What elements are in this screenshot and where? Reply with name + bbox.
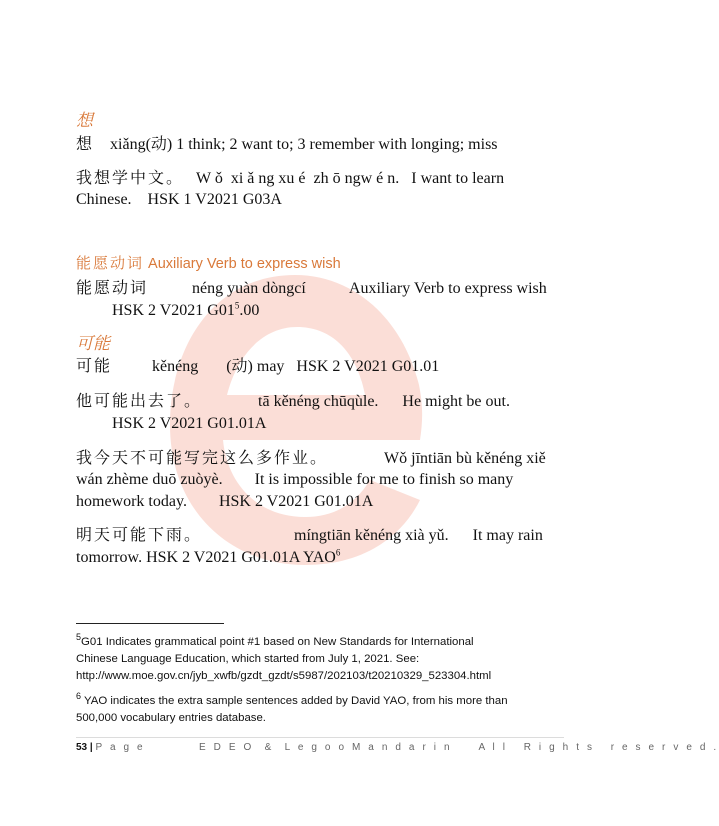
example-xiang bbox=[76, 167, 566, 190]
entry-nengyuan-level: HSK 2 V2021 G01 bbox=[112, 302, 235, 319]
footer-separator: | bbox=[87, 742, 96, 753]
example-keneng-2-pinyin: Wǒ jīntiān bù kěnéng xiě bbox=[328, 450, 546, 467]
entry-xiang bbox=[76, 133, 566, 156]
footnote-6-text: YAO indicates the extra sample sentences added by David YAO, from his more than bbox=[81, 695, 508, 707]
example-xiang-line2: Chinese. HSK 1 V2021 G03A bbox=[76, 191, 282, 208]
entry-nengyuan-definition: néng yuàn dòngcí Auxiliary Verb to express wish bbox=[148, 280, 547, 297]
footnote-6-line2: 500,000 vocabulary entries database. bbox=[76, 712, 266, 724]
section-heading-nengyuan bbox=[76, 252, 341, 273]
entry-xiang-definition: xiǎng(动) 1 think; 2 want to; 3 remember with longing; miss bbox=[110, 136, 498, 153]
entry-nengyuan bbox=[76, 277, 566, 300]
footnote-5-line2: Chinese Language Education, which started from July 1, 2021. See: bbox=[76, 653, 420, 665]
section-heading-nengyuan-en: Auxiliary Verb to express wish bbox=[148, 256, 341, 272]
page-number: 53 bbox=[76, 742, 88, 753]
example-keneng-1-zh: 他可能出去了。 bbox=[76, 391, 203, 410]
entry-nengyuan-zh: 能愿动词 bbox=[76, 278, 149, 297]
example-keneng-2-line3: homework today. HSK 2 V2021 G01.01A bbox=[76, 493, 374, 510]
example-keneng-3-pinyin: míngtiān kěnéng xià yǔ. It may rain bbox=[202, 527, 543, 544]
footnote-5-marker: 5 bbox=[76, 632, 82, 643]
entry-xiang-zh: 想 bbox=[76, 134, 95, 153]
entry-keneng-definition: kěnéng (动) may HSK 2 V2021 G01.01 bbox=[112, 358, 440, 375]
footnote-6-marker: 6 bbox=[76, 691, 82, 702]
example-xiang-zh: 我想学中文。 bbox=[76, 168, 185, 187]
entry-nengyuan-level-tail: .00 bbox=[239, 302, 260, 319]
footnote-ref-5[interactable]: 5 bbox=[234, 300, 240, 311]
example-keneng-3 bbox=[76, 524, 566, 547]
footnote-5 bbox=[76, 634, 566, 650]
example-keneng-3-level: tomorrow. HSK 2 V2021 G01.01A YAO bbox=[76, 549, 336, 566]
entry-keneng bbox=[76, 355, 566, 378]
example-keneng-2 bbox=[76, 447, 566, 470]
example-xiang-pinyin: W ǒ xi ǎ ng xu é zh ō ngw é n. I want to learn bbox=[196, 170, 505, 187]
section-heading-keneng: 可能 bbox=[76, 334, 110, 353]
entry-keneng-zh: 可能 bbox=[76, 356, 113, 375]
footnote-ref-6[interactable]: 6 bbox=[335, 547, 341, 558]
example-keneng-2-zh: 我今天不可能写完这么多作业。 bbox=[76, 448, 329, 467]
page-footer bbox=[76, 742, 719, 753]
footnote-5-text: G01 Indicates grammatical point #1 based on New Standards for International bbox=[81, 636, 474, 648]
entry-nengyuan-line2 bbox=[112, 300, 602, 322]
footnote-5-url[interactable]: http://www.moe.gov.cn/jyb_xwfb/gzdt_gzdt/s5987/202103/t20210329_523304.html bbox=[76, 670, 492, 682]
footnote-6 bbox=[76, 693, 566, 709]
example-keneng-1-level: HSK 2 V2021 G01.01A bbox=[112, 415, 267, 432]
example-keneng-3-line2 bbox=[76, 547, 566, 569]
page-label: P a g e bbox=[95, 742, 146, 753]
footnote-divider bbox=[76, 623, 224, 624]
footer-rights: E D E O & L e g o o M a n d a r i n A l l R i g h t s r e s e r v e d . bbox=[199, 742, 719, 753]
section-heading-xiang: 想 bbox=[76, 111, 93, 130]
example-keneng-1-pinyin: tā kěnéng chūqùle. He might be out. bbox=[202, 393, 510, 410]
section-heading-nengyuan-zh: 能愿动词 bbox=[76, 254, 145, 272]
example-keneng-1 bbox=[76, 390, 566, 413]
footer-divider bbox=[76, 737, 564, 738]
example-keneng-2-line2: wán zhème duō zuòyè. It is impossible for me to finish so many bbox=[76, 471, 514, 488]
example-keneng-3-zh: 明天可能下雨。 bbox=[76, 525, 203, 544]
